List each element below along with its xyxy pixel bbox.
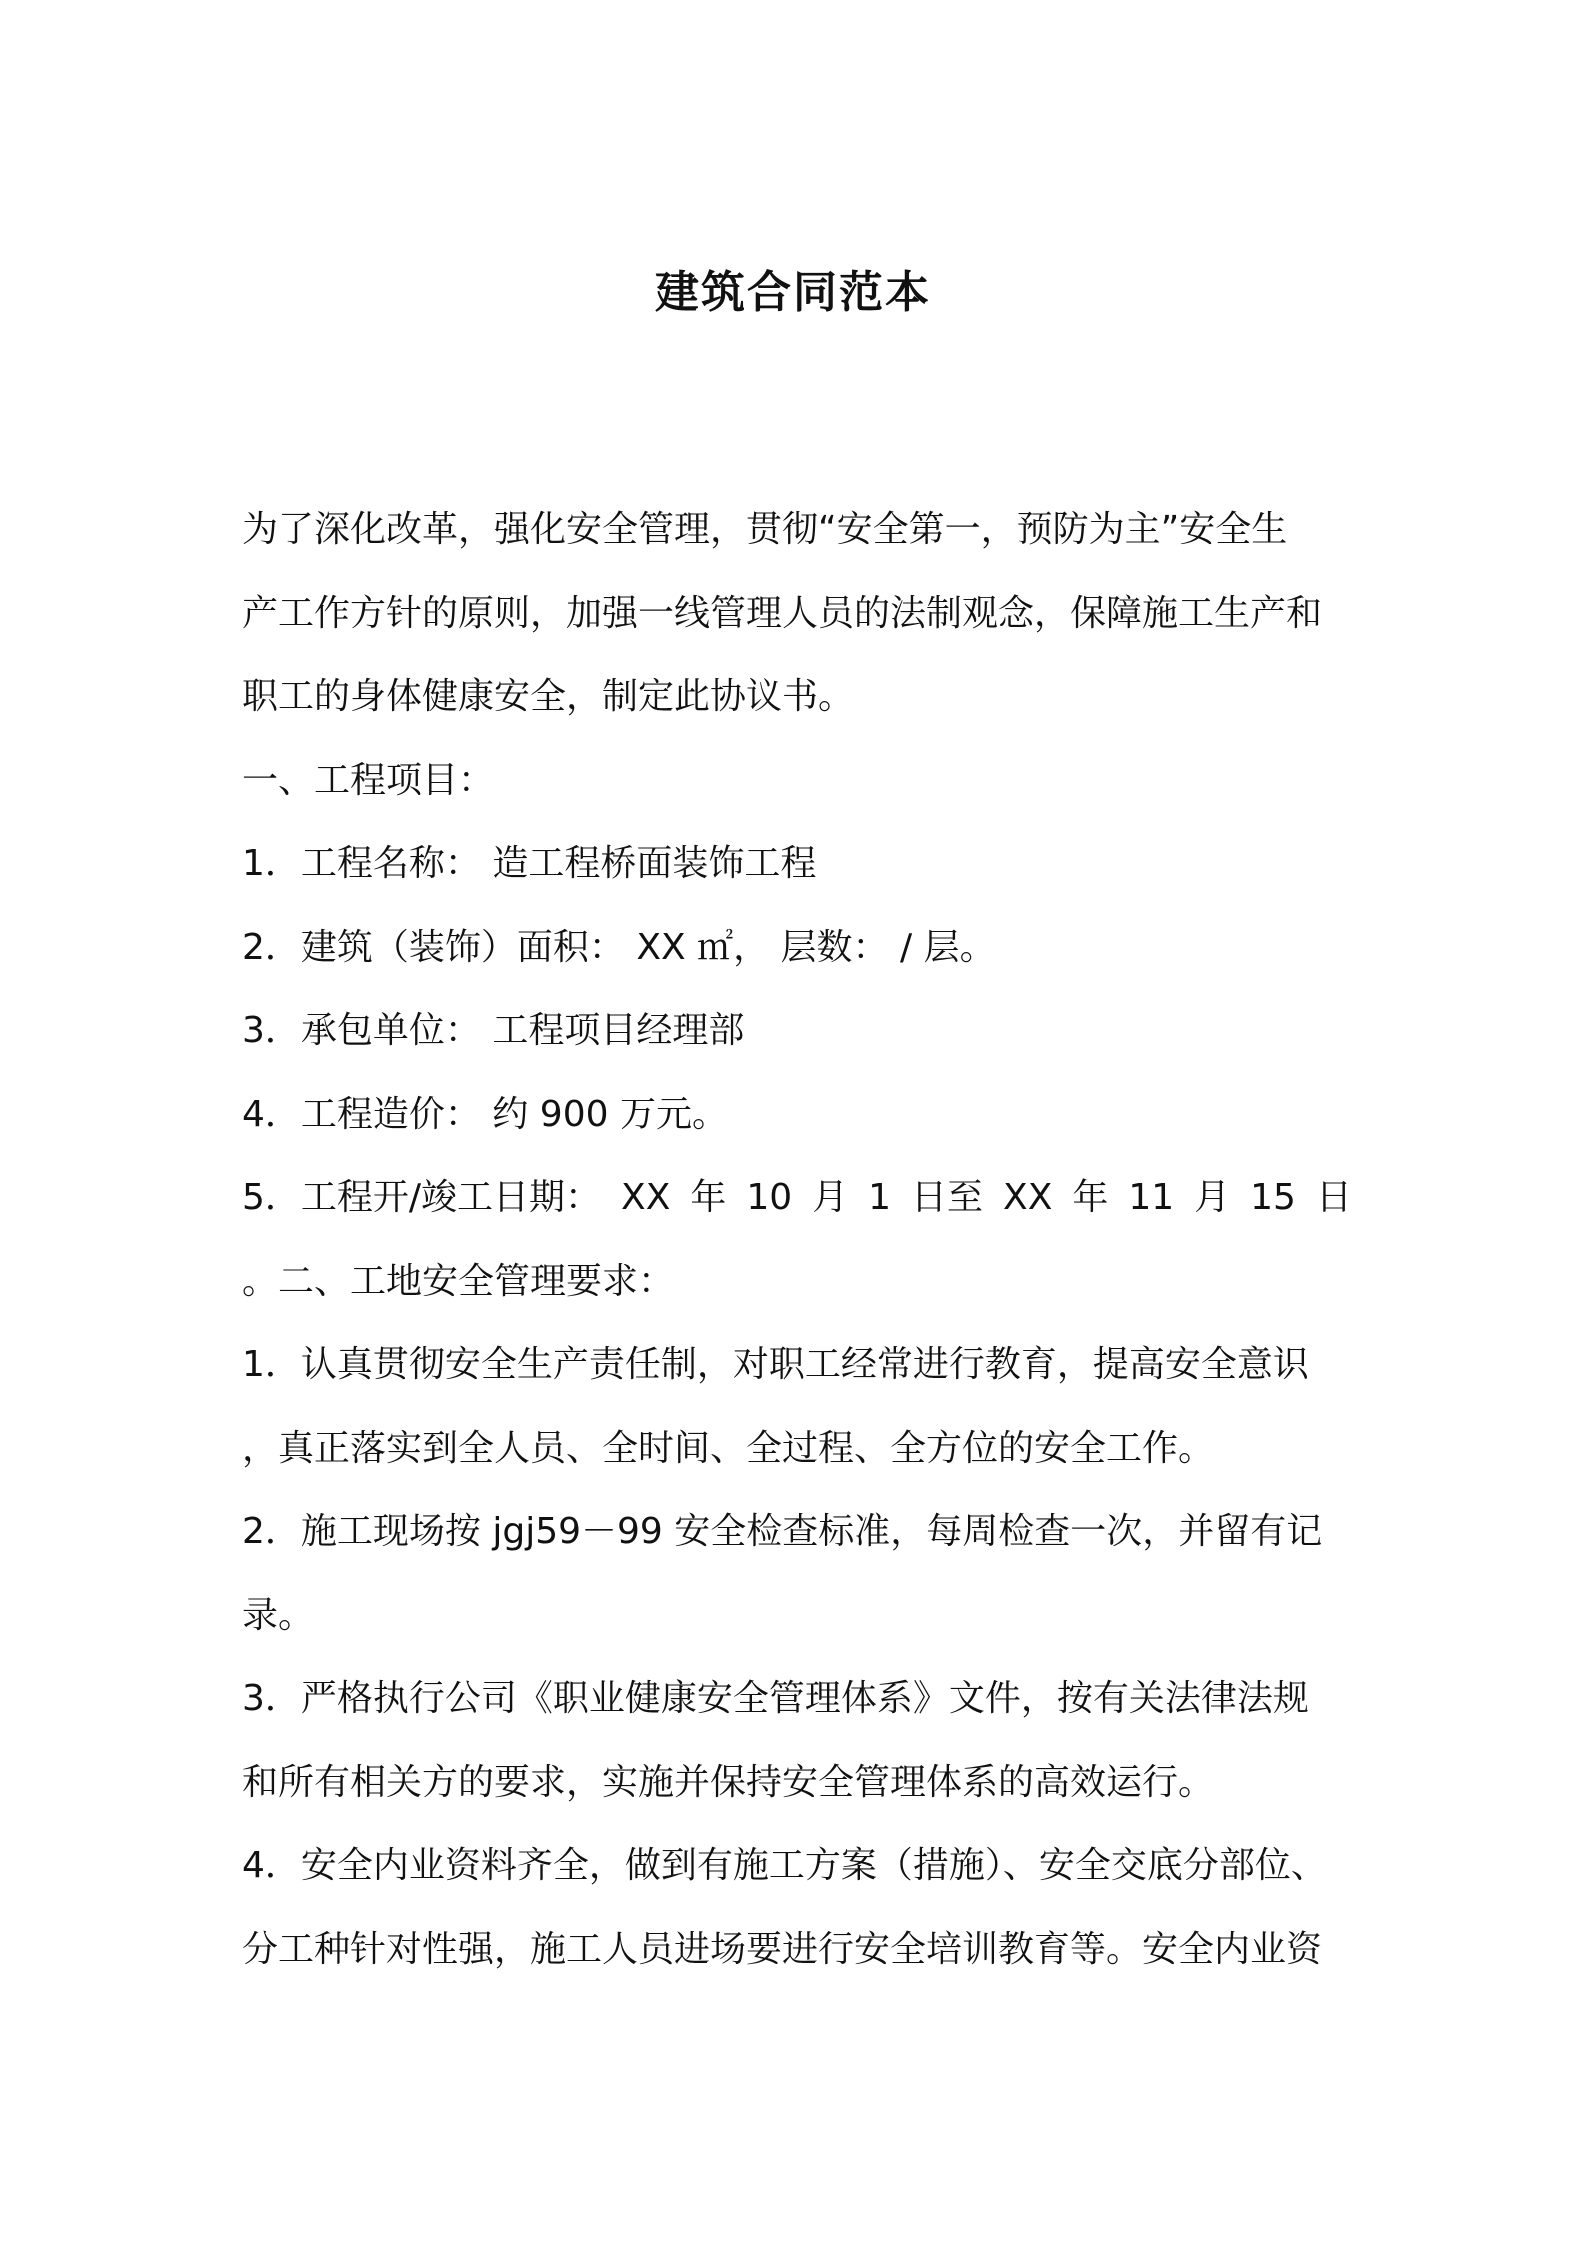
date-part: 日 [1315,1177,1352,1218]
body-line-18: 分工种针对性强，施工人员进场要进行安全培训教育等。安全内业资 [242,1928,1323,1970]
date-part: 10 [746,1177,793,1218]
item-contractor: 3．承包单位： 工程项目经理部 [242,1010,745,1051]
body-line-3: 职工的身体健康安全，制定此协议书。 [242,676,855,717]
item-project-name: 1．工程名称： 造工程桥面装饰工程 [242,843,817,884]
date-part: 月 [1194,1177,1231,1218]
section-heading-safety: 。二、工地安全管理要求： [242,1260,675,1302]
date-part: 11 [1128,1177,1175,1218]
date-part: XX [1003,1177,1053,1218]
body-line-11: 1．认真贯彻安全生产责任制，对职工经常进行教育，提高安全意识 [242,1344,1309,1385]
date-part: 1 [868,1177,892,1218]
item-building-area: 2．建筑（装饰）面积： XX ㎡， 层数： / 层。 [242,926,996,968]
body-line-15: 3．严格执行公司《职业健康安全管理体系》文件，按有关法律法规 [242,1678,1309,1719]
date-part: 年 [690,1177,727,1218]
item-project-dates [242,1156,1352,1240]
body-line-2: 产工作方针的原则，加强一线管理人员的法制观念，保障施工生产和 [242,592,1323,634]
date-part: 年 [1072,1177,1109,1218]
date-part: 5．工程开/竣工日期： [242,1177,602,1218]
item-project-cost: 4．工程造价： 约 900 万元。 [242,1093,728,1135]
body-line-14: 录。 [242,1594,315,1636]
date-part: 月 [812,1177,849,1218]
date-part: 日至 [911,1177,984,1218]
body-line-16: 和所有相关方的要求，实施并保持安全管理体系的高效运行。 [242,1761,1215,1803]
date-part: 15 [1250,1177,1296,1218]
document-title: 建筑合同范本 [655,267,931,318]
body-line-17: 4．安全内业资料齐全，做到有施工方案（措施）、安全交底分部位、 [242,1845,1327,1886]
body-line-1: 为了深化改革，强化安全管理，贯彻“安全第一，预防为主”安全生 [242,509,1288,550]
document-body [242,488,1352,1991]
date-part: XX [621,1177,671,1218]
body-line-12: ，真正落实到全人员、全时间、全过程、全方位的安全工作。 [242,1427,1215,1469]
body-line-13: 2．施工现场按 jgj59－99 安全检查标准，每周检查一次，并留有记 [242,1511,1323,1552]
section-heading-project: 一、工程项目： [242,759,495,801]
